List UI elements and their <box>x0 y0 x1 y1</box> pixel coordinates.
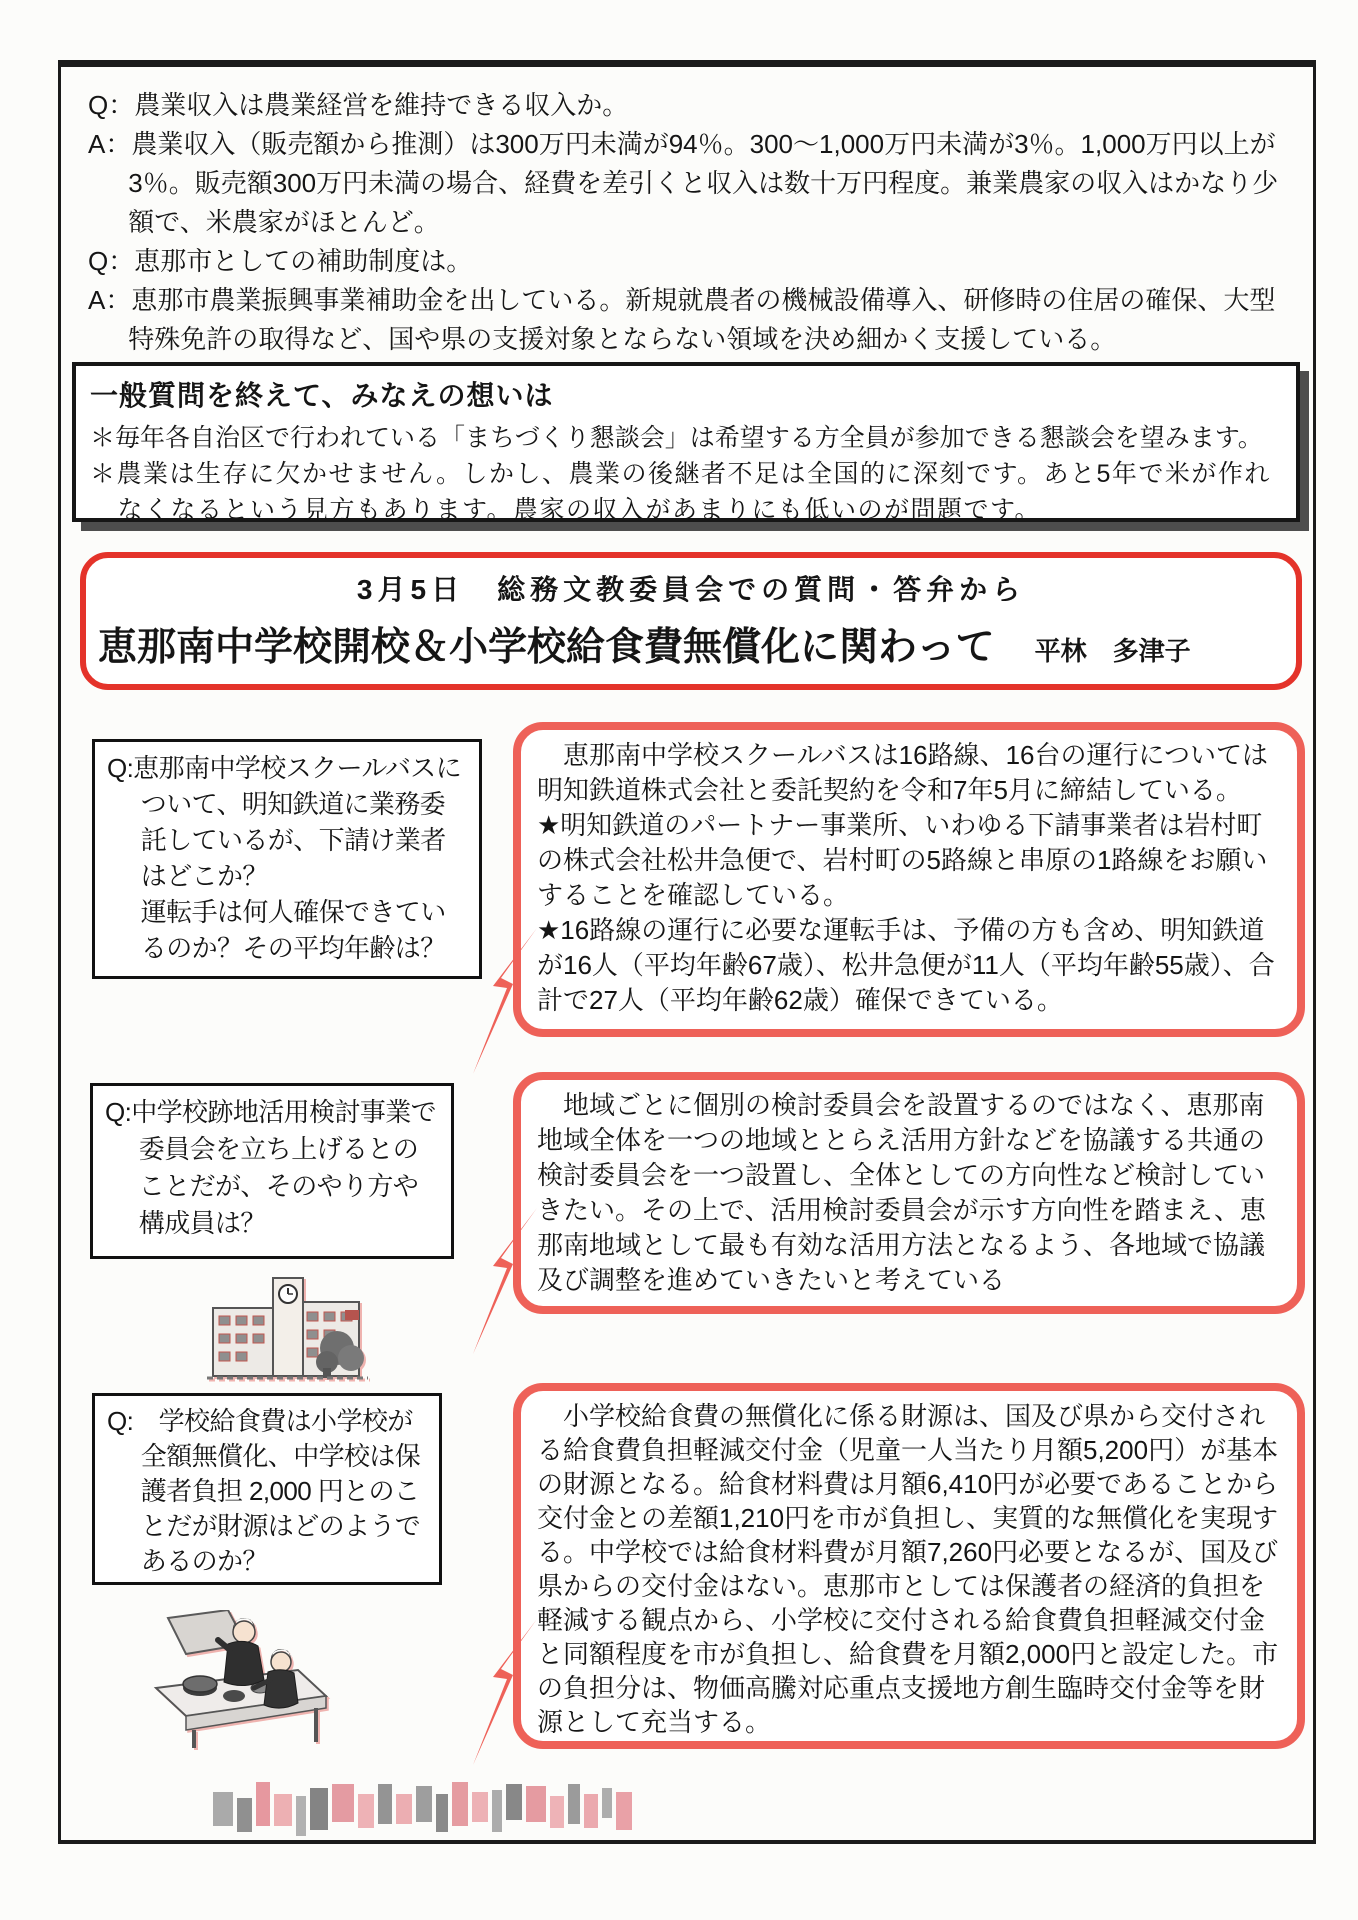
thoughts-box <box>72 362 1300 522</box>
question-text: Q:恵那南中学校スクールバスについて、明知鉄道に業務委託しているが、下請け業者はどこか？ <box>107 753 462 891</box>
answer-paragraph: 恵那南中学校スクールバスは16路線、16台の運行については明知鉄道株式会社と委託契約を令和7年5月に締結している。 <box>537 740 1268 805</box>
decor-block <box>506 1784 522 1820</box>
decor-block <box>256 1782 270 1826</box>
qa-line: A：農業収入（販売額から推測）は300万円未満が94％。300～1,000万円未満が3％。1,000万円以上が3％。販売額300万円未満の場合、経費を差引くと収入は数十万円程度。兼業農家の収入はかなり少額で、米農家がほとんど。 <box>88 129 1279 237</box>
speech-tail-icon <box>471 928 541 1078</box>
answer-bubble-lunch-fee <box>513 1383 1305 1749</box>
question-box-schoolbus <box>92 739 482 979</box>
answer-bubble-schoolbus <box>513 722 1305 1037</box>
speech-tail-icon <box>471 1619 541 1769</box>
thoughts-title: 一般質問を終えて、みなえの想いは <box>90 380 554 411</box>
decor-block <box>332 1784 354 1822</box>
decor-block <box>436 1794 448 1832</box>
headline-box <box>80 552 1302 690</box>
qa-line: Q：恵那市としての補助制度は。 <box>88 246 473 276</box>
decor-band <box>213 1782 623 1840</box>
speech-tail-icon <box>471 1208 541 1358</box>
decor-block <box>416 1786 432 1822</box>
question-box-lunch-fee <box>92 1393 442 1585</box>
decor-block <box>616 1792 632 1830</box>
answer-paragraph: 地域ごとに個別の検討委員会を設置するのではなく、恵那南地域全体を一つの地域ととらえ活用方針などを協議する共通の検討委員会を一つ設置し、全体としての方向性など検討していきたい。その上で、活用検討委員会が示す方向性を踏まえ、恵那南地域として最も有効な活用方法となるよう、各地域で協議及び調整を進めていきたいと考えている <box>537 1090 1267 1295</box>
top-qa-block <box>88 86 1296 359</box>
qa-line: Q：農業収入は農業経営を維持できる収入か。 <box>88 90 629 120</box>
decor-block <box>550 1796 564 1828</box>
answer-bubble-school-site <box>513 1072 1305 1314</box>
thoughts-bullet: ＊毎年各自治区で行われている「まちづくり懇談会」は希望する方全員が参加できる懇談会を望みます。 <box>90 424 1263 452</box>
question-text: Q:中学校跡地活用検討事業で委員会を立ち上げるとのことだが、そのやり方や構成員は？ <box>105 1097 437 1238</box>
headline-kicker: 3月5日 総務文教委員会での質問・答弁から <box>356 574 1026 605</box>
decor-block <box>378 1784 392 1824</box>
qa-line: A：恵那市農業振興事業補助金を出している。新規就農者の機械設備導入、研修時の住居の確保、大型特殊免許の取得など、国や県の支援対象とならない領域を決め細かく支援している。 <box>88 285 1276 354</box>
decor-block <box>358 1794 374 1828</box>
decor-block <box>213 1792 233 1826</box>
answer-paragraph: 小学校給食費の無償化に係る財源は、国及び県から交付される給食費負担軽減交付金（児童一人当たり月額5,200円）が基本の財源となる。給食材料費は月額6,410円が必要であることから交付金との差額1,210円を市が負担し、実質的な無償化を実現する。中学校では給食材料費が月額7,260円必要となるが、国及び県からの交付金はない。恵那市としては保護者の経済的負担を軽減する観点から、小学校に交付される給食費負担軽減交付金と同額程度を市が負担し、給食費を月額2,000円と設定した。市の負担分は、物価高騰対応重点支援地方創生臨時交付金等を財源として充当する。 <box>537 1401 1279 1737</box>
answer-paragraph: ★16路線の運行に必要な運転手は、予備の方も含め、明知鉄道が16人（平均年齢67歳）、松井急便が11人（平均年齢55歳）、合計で27人（平均年齢62歳）確保できている。 <box>537 915 1275 1015</box>
decor-block <box>237 1798 252 1832</box>
decor-block <box>452 1782 468 1826</box>
lunch-serving-illustration <box>148 1610 333 1750</box>
headline-author: 平林 多津子 <box>1034 636 1191 666</box>
headline-row <box>86 608 1296 672</box>
decor-block <box>584 1794 598 1828</box>
headline-title: 恵那南中学校開校＆小学校給食費無償化に関わって <box>98 626 995 669</box>
question-text: 運転手は何人確保できているのか？その平均年齢は？ <box>140 897 446 963</box>
question-box-school-site <box>90 1083 454 1259</box>
decor-block <box>396 1794 412 1824</box>
decor-block <box>492 1790 502 1832</box>
question-text: Q: 学校給食費は小学校が全額無償化、中学校は保護者負担 2,000 円とのことだが財源はどのようであるのか？ <box>107 1406 421 1576</box>
decor-block <box>472 1792 488 1822</box>
thoughts-bullet: ＊農業は生存に欠かせません。しかし、農業の後継者不足は全国的に深刻です。あと5年で米が作れなくなるという見方もあります。農家の収入があまりにも低いのが問題です。 <box>90 460 1271 524</box>
decor-block <box>310 1788 328 1830</box>
answer-paragraph: ★明知鉄道のパートナー事業所、いわゆる下請事業者は岩村町の株式会社松井急便で、岩村町の5路線と串原の1路線をお願いすることを確認している。 <box>537 810 1268 910</box>
decor-block <box>526 1786 546 1822</box>
decor-block <box>602 1788 612 1818</box>
decor-block <box>568 1784 580 1824</box>
decor-block <box>274 1794 292 1826</box>
decor-block <box>296 1796 306 1836</box>
school-building-illustration <box>205 1270 370 1390</box>
